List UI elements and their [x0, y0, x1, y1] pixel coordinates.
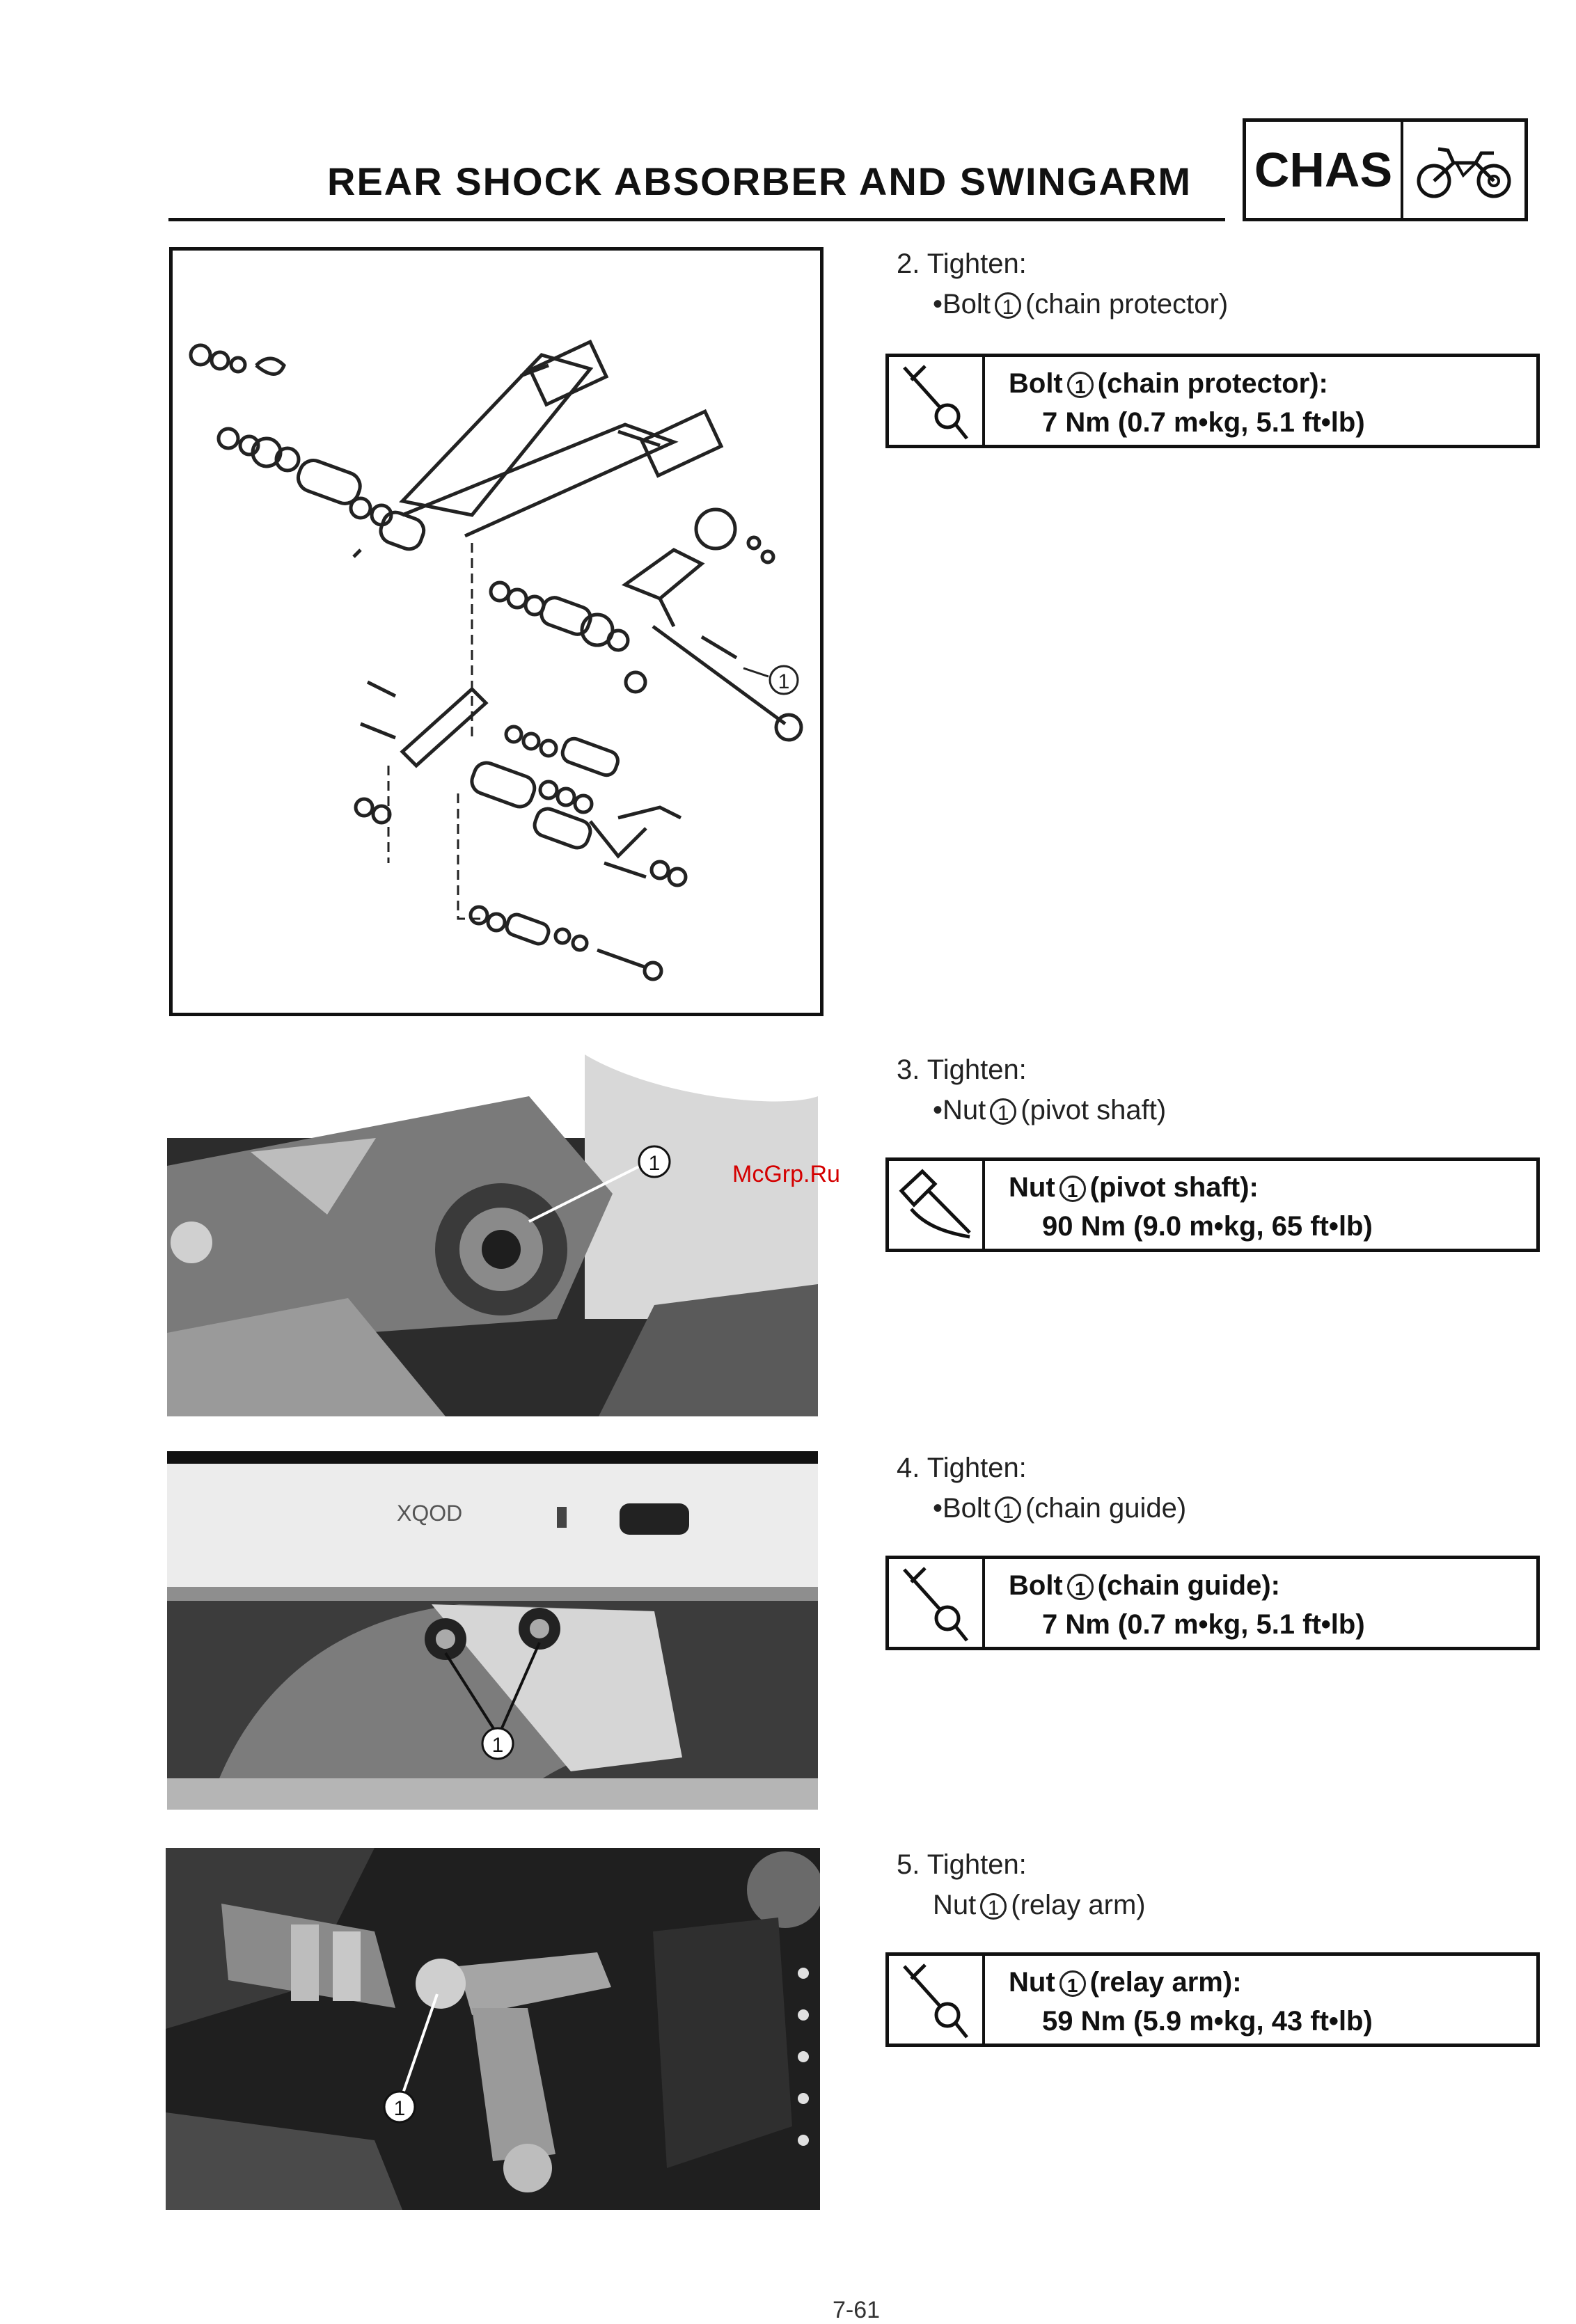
spec-detail: (chain guide): — [1097, 1570, 1280, 1601]
photo-callout: 1 — [393, 2097, 406, 2120]
part-number-callout: 1 — [990, 1098, 1016, 1125]
torque-wrench-icon — [889, 1559, 985, 1647]
chain-guide-photo — [167, 1451, 818, 1810]
swingarm-exploded-diagram — [169, 247, 824, 1016]
spec-value: 59 Nm (5.9 m•kg, 43 ft•lb) — [1042, 2006, 1373, 2037]
step-3-text — [897, 1050, 1166, 1130]
step-bullet: •Bolt — [933, 1493, 991, 1524]
step-detail: (relay arm) — [1011, 1890, 1146, 1920]
torque-wrench-icon — [889, 357, 985, 445]
torque-spec-box — [885, 1556, 1540, 1650]
step-4-text — [897, 1448, 1186, 1528]
part-number-callout: 1 — [1059, 1970, 1086, 1997]
step-heading: 4. Tighten: — [897, 1453, 1027, 1483]
step-detail: (chain protector) — [1025, 289, 1229, 319]
page-title: REAR SHOCK ABSORBER AND SWINGARM — [327, 159, 1192, 203]
step-bullet: •Nut — [933, 1095, 986, 1125]
part-number-callout: 1 — [995, 292, 1021, 319]
step-heading: 2. Tighten: — [897, 248, 1027, 279]
step-heading: 3. Tighten: — [897, 1054, 1027, 1085]
spec-value: 7 Nm (0.7 m•kg, 5.1 ft•lb) — [1042, 407, 1365, 438]
part-number-callout: 1 — [1059, 1176, 1086, 1202]
torque-spec-box — [885, 354, 1540, 448]
part-number-callout: 1 — [980, 1893, 1007, 1920]
relay-arm-photo — [166, 1848, 820, 2210]
photo-callout: 1 — [491, 1734, 504, 1757]
watermark-text: McGrp.Ru — [732, 1161, 840, 1187]
step-2-text — [897, 244, 1228, 324]
motorcycle-icon — [1403, 122, 1524, 218]
part-number-callout: 1 — [1067, 1574, 1094, 1600]
spec-detail: (relay arm): — [1089, 1967, 1242, 1998]
part-number-callout: 1 — [1067, 372, 1094, 398]
spec-label: Nut — [1009, 1172, 1055, 1203]
step-5-text — [897, 1844, 1146, 1925]
page-number: 7-61 — [833, 2297, 881, 2323]
torque-wrench-icon — [889, 1956, 985, 2044]
torque-wrench-icon — [889, 1161, 985, 1249]
spec-detail: (chain protector): — [1097, 368, 1328, 399]
step-heading: 5. Tighten: — [897, 1849, 1027, 1880]
spec-label: Bolt — [1009, 368, 1063, 399]
photo-callout: 1 — [648, 1152, 661, 1175]
diagram-callout: 1 — [778, 670, 790, 693]
step-detail: (pivot shaft) — [1021, 1095, 1167, 1125]
section-badge — [1243, 118, 1528, 221]
step-bullet: Nut — [933, 1890, 977, 1920]
spec-detail: (pivot shaft): — [1089, 1172, 1259, 1203]
spec-value: 7 Nm (0.7 m•kg, 5.1 ft•lb) — [1042, 1609, 1365, 1640]
torque-spec-box — [885, 1952, 1540, 2047]
step-bullet: •Bolt — [933, 289, 991, 319]
spec-label: Nut — [1009, 1967, 1055, 1998]
frame-stamp: XQOD — [397, 1501, 463, 1526]
step-detail: (chain guide) — [1025, 1493, 1187, 1524]
part-number-callout: 1 — [995, 1496, 1021, 1523]
spec-value: 90 Nm (9.0 m•kg, 65 ft•lb) — [1042, 1211, 1373, 1242]
header-rule — [168, 218, 1225, 221]
torque-spec-box — [885, 1157, 1540, 1252]
pivot-shaft-photo — [167, 1054, 818, 1416]
section-label: CHAS — [1246, 122, 1403, 218]
spec-label: Bolt — [1009, 1570, 1063, 1601]
